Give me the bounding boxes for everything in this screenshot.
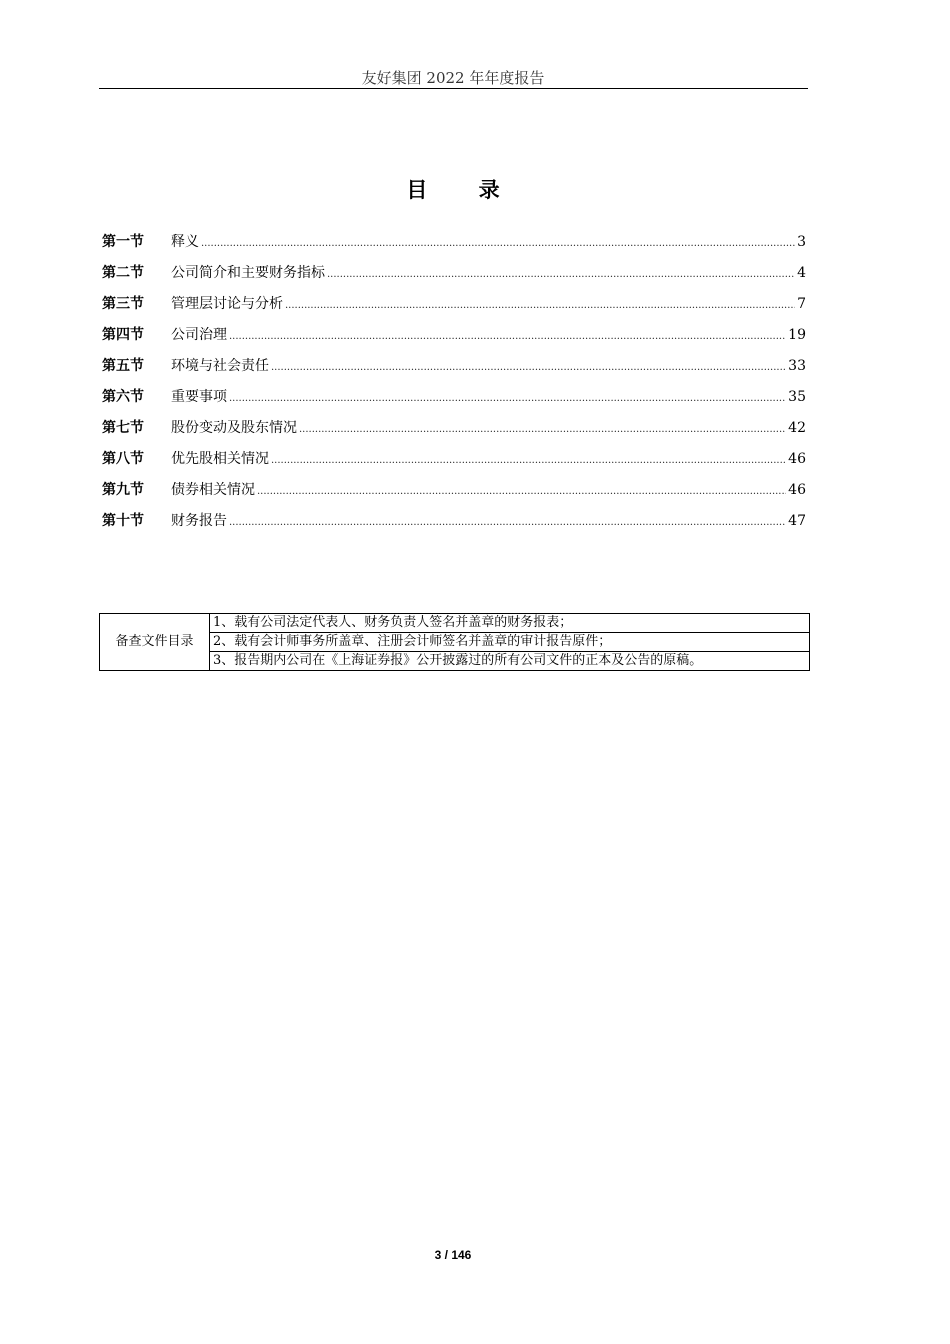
toc-entry[interactable]	[102, 384, 806, 415]
reference-documents-table	[99, 613, 810, 671]
toc-dot-leader	[257, 479, 786, 505]
toc-page-number: 42	[788, 420, 806, 436]
toc-page-number: 7	[797, 296, 806, 312]
toc-dot-leader	[271, 355, 786, 381]
toc-section-number: 第七节	[102, 420, 144, 436]
toc-page-number: 4	[797, 265, 806, 281]
toc-entry[interactable]	[102, 415, 806, 446]
toc-entry[interactable]	[102, 229, 806, 260]
toc-section-title: 公司治理	[171, 327, 227, 343]
toc-section-title: 公司简介和主要财务指标	[171, 265, 325, 281]
toc-section-number: 第十节	[102, 513, 144, 529]
toc-section-title: 股份变动及股东情况	[171, 420, 297, 436]
toc-section-title: 重要事项	[171, 389, 227, 405]
page-header-title: 友好集团 2022 年年度报告	[361, 69, 545, 87]
toc-page-number: 19	[788, 327, 806, 343]
header-divider	[99, 88, 808, 89]
toc-section-title: 优先股相关情况	[171, 451, 269, 467]
toc-dot-leader	[229, 510, 786, 536]
table-row	[100, 614, 810, 633]
toc-page-number: 47	[788, 513, 806, 529]
toc-page-number: 3	[797, 234, 806, 250]
reference-document-item: 2、载有会计师事务所盖章、注册会计师签名并盖章的审计报告原件；	[210, 633, 810, 652]
toc-section-number: 第六节	[102, 389, 144, 405]
toc-dot-leader	[271, 448, 786, 474]
reference-document-item: 1、载有公司法定代表人、财务负责人签名并盖章的财务报表；	[210, 614, 810, 633]
toc-dot-leader	[327, 262, 795, 288]
toc-entry[interactable]	[102, 353, 806, 384]
toc-dot-leader	[229, 324, 786, 350]
toc-list	[102, 229, 806, 539]
toc-section-title: 环境与社会责任	[171, 358, 269, 374]
toc-section-number: 第九节	[102, 482, 144, 498]
toc-section-number: 第四节	[102, 327, 144, 343]
toc-entry[interactable]	[102, 446, 806, 477]
toc-section-title: 释义	[171, 234, 199, 250]
toc-dot-leader	[299, 417, 786, 443]
toc-section-number: 第三节	[102, 296, 144, 312]
toc-title: 目 录	[406, 178, 522, 202]
toc-page-number: 35	[788, 389, 806, 405]
page-number: 3 / 146	[434, 1248, 472, 1262]
toc-entry[interactable]	[102, 291, 806, 322]
toc-page-number: 46	[788, 482, 806, 498]
reference-document-item: 3、报告期内公司在《上海证券报》公开披露过的所有公司文件的正本及公告的原稿。	[210, 652, 810, 671]
toc-entry[interactable]	[102, 508, 806, 539]
toc-dot-leader	[285, 293, 795, 319]
toc-dot-leader	[229, 386, 786, 412]
toc-page-number: 33	[788, 358, 806, 374]
toc-section-number: 第一节	[102, 234, 144, 250]
toc-entry[interactable]	[102, 260, 806, 291]
toc-section-title: 债券相关情况	[171, 482, 255, 498]
toc-section-title: 管理层讨论与分析	[171, 296, 283, 312]
toc-section-number: 第五节	[102, 358, 144, 374]
toc-entry[interactable]	[102, 477, 806, 508]
toc-section-number: 第八节	[102, 451, 144, 467]
toc-page-number: 46	[788, 451, 806, 467]
toc-section-title: 财务报告	[171, 513, 227, 529]
toc-dot-leader	[201, 231, 795, 257]
reference-documents-label: 备查文件目录	[100, 614, 210, 671]
toc-section-number: 第二节	[102, 265, 144, 281]
toc-entry[interactable]	[102, 322, 806, 353]
